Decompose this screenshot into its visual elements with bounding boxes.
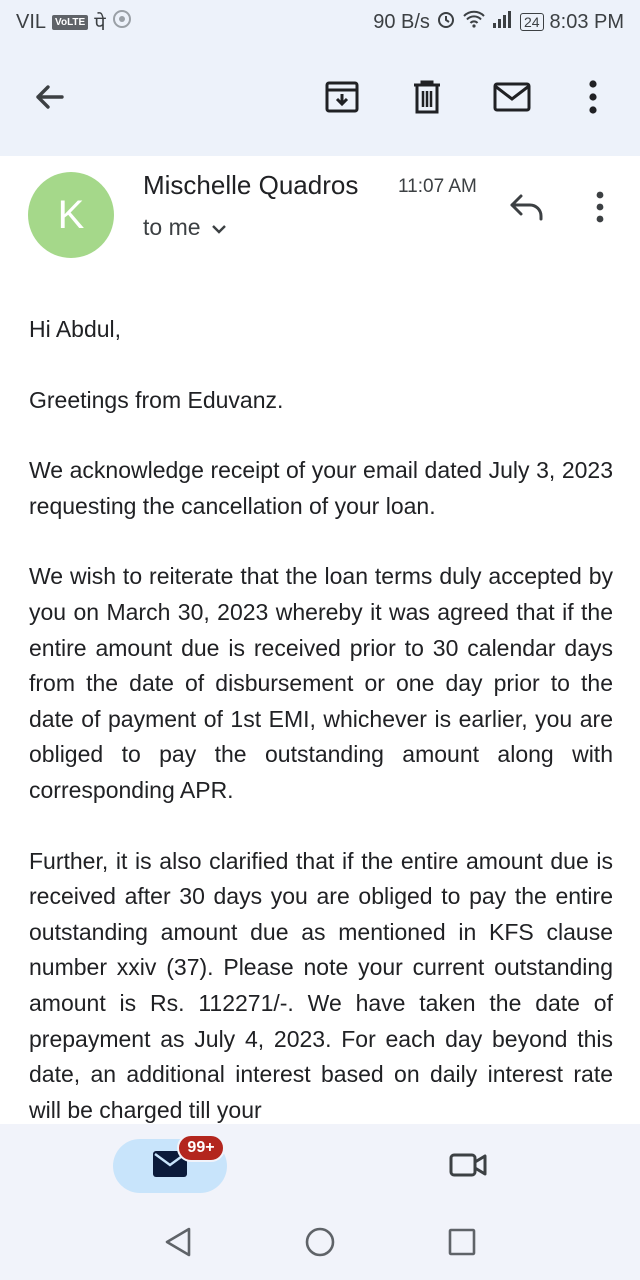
top-app-bar — [0, 44, 640, 156]
battery-icon: 24 — [520, 13, 544, 31]
intro-line: Greetings from Eduvanz. — [29, 386, 284, 413]
message-more-button[interactable] — [580, 186, 620, 232]
reply-button[interactable] — [504, 186, 550, 232]
back-arrow-icon — [32, 80, 66, 119]
meet-tab[interactable] — [446, 1144, 492, 1190]
avatar[interactable]: K — [28, 172, 114, 258]
alarm-icon — [436, 9, 456, 35]
sync-icon — [112, 9, 132, 35]
volte-badge: VoLTE — [52, 15, 88, 30]
archive-icon — [324, 80, 360, 119]
message-header — [0, 156, 640, 276]
mark-unread-button[interactable] — [487, 74, 537, 124]
status-bar — [0, 0, 640, 44]
clock: 8:03 PM — [549, 10, 624, 33]
delete-icon — [411, 79, 443, 120]
unread-count-badge: 99+ — [177, 1134, 225, 1162]
more-vert-icon — [588, 80, 598, 119]
system-navigation — [0, 1206, 640, 1280]
delete-button[interactable] — [402, 74, 452, 124]
system-recents-button[interactable] — [442, 1224, 482, 1264]
body-paragraph: We acknowledge receipt of your email dated July 3, 2023 requesting the cancellation of your loan. — [29, 457, 613, 519]
recipient-label: to me — [143, 214, 201, 240]
greeting: Hi Abdul, — [29, 316, 122, 342]
wifi-icon — [462, 9, 486, 35]
status-right — [373, 9, 624, 35]
chevron-down-icon — [211, 214, 227, 241]
email-body — [29, 312, 613, 1163]
video-camera-icon — [449, 1151, 489, 1184]
circle-home-icon — [304, 1226, 336, 1263]
mark-unread-icon — [493, 82, 531, 117]
payment-glyph: पे — [94, 12, 106, 35]
more-vert-icon — [595, 191, 605, 228]
triangle-back-icon — [163, 1226, 193, 1263]
more-options-button[interactable] — [568, 74, 618, 124]
system-back-button[interactable] — [158, 1224, 198, 1264]
body-paragraph: We wish to reiterate that the loan terms duly accepted by you on March 30, 2023 whereby it was agreed that if the entire amount due is received prior to 30 calendar days from the date of disbursement or one day prior to the date of payment of 1st EMI, whichever is earlier, you are obliged to pay the outstanding amount along with corresponding APR. — [29, 563, 613, 803]
signal-icon — [492, 10, 514, 34]
bottom-navigation — [0, 1124, 640, 1206]
square-recents-icon — [447, 1227, 477, 1262]
recipient-details-toggle[interactable] — [143, 214, 227, 241]
archive-button[interactable] — [317, 74, 367, 124]
status-left — [16, 9, 132, 36]
message-time: 11:07 AM — [398, 176, 477, 197]
back-button[interactable] — [24, 74, 74, 124]
carrier-label: VIL — [16, 10, 47, 33]
net-speed: 90 B/s — [373, 10, 430, 33]
body-paragraph: Further, it is also clarified that if the entire amount due is received after 30 days you are obliged to pay the entire outstanding amount due as mentioned in KFS clause number xxiv (37). Please note your current outstanding amount is Rs. 112271/-. We have taken the date of prepayment as July 4, 2023. For each day beyond this date, an additional interest based on daily interest rate will be charged till your — [29, 847, 613, 1123]
system-home-button[interactable] — [300, 1224, 340, 1264]
sender-name: Mischelle Quadros — [143, 170, 359, 200]
reply-icon — [509, 193, 545, 226]
